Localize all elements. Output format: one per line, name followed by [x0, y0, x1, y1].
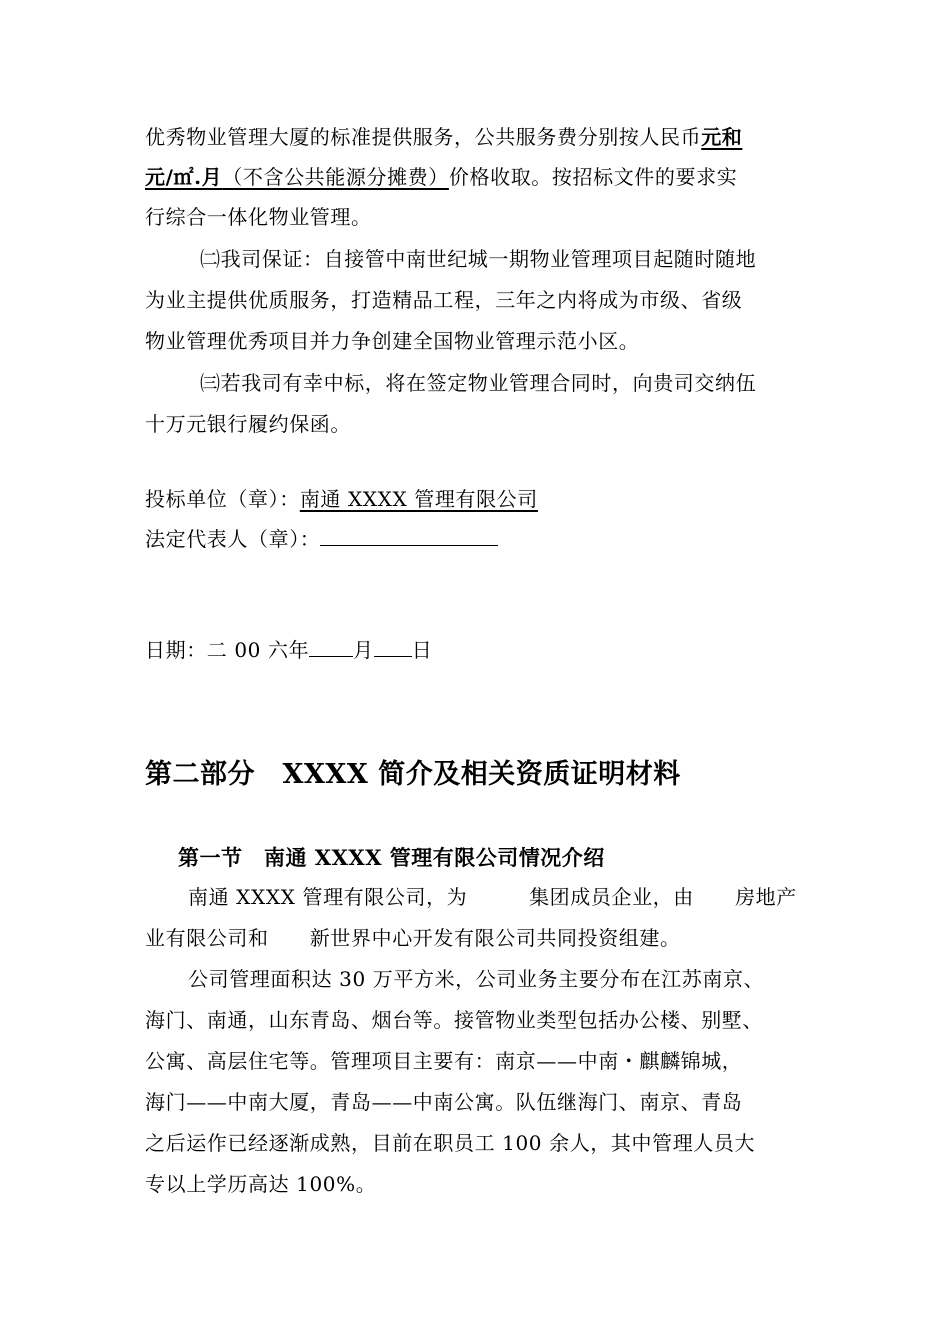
- intro2-line1: 公司管理面积达 30 万平方米，公司业务主要分布在江苏南京、: [188, 967, 765, 991]
- para1-text: 优秀物业管理大厦的标准提供服务，公共服务费分别按人民币: [145, 125, 702, 149]
- intro2-line4: 海门——中南大厦，青岛——中南公寓。队伍继海门、南京、青岛: [145, 1090, 743, 1114]
- para1-line2: [145, 164, 737, 190]
- intro1-line1: 南通 XXXX 管理有限公司，为 集团成员企业，由 房地产: [188, 885, 797, 909]
- para2-line3: 物业管理优秀项目并力争创建全国物业管理示范小区。: [145, 329, 640, 353]
- para1-fee-unit: 元和: [701, 125, 743, 149]
- para1-fee-rate: 元/㎡.月: [145, 165, 223, 189]
- intro2-line6: 专以上学历高达 100%。: [145, 1172, 377, 1196]
- para2-line1: ㈡我司保证：自接管中南世纪城一期物业管理项目起随时随地: [200, 247, 757, 271]
- bidder-value: 南通 XXXX 管理有限公司: [299, 487, 538, 511]
- date-prefix: 日期：二 00 六年: [145, 638, 310, 662]
- para2-line2: 为业主提供优质服务，打造精品工程，三年之内将成为市级、省级: [145, 288, 743, 312]
- legal-rep-line: [145, 525, 498, 552]
- section-title: 第二部分 XXXX 简介及相关资质证明材料: [145, 759, 681, 790]
- legal-rep-blank: [320, 525, 498, 546]
- date-month: 月: [353, 638, 374, 662]
- day-blank: [374, 636, 412, 657]
- intro2-line5: 之后运作已经逐渐成熟，目前在职员工 100 余人，其中管理人员大: [145, 1131, 756, 1155]
- intro2-line3: 公寓、高层住宅等。管理项目主要有：南京——中南・麒麟锦城，: [145, 1049, 743, 1073]
- date-day: 日: [411, 638, 433, 662]
- para3-line2: 十万元银行履约保函。: [145, 412, 351, 436]
- para1-fee-note: （不含公共能源分摊费）: [222, 165, 449, 189]
- para1-line1: [145, 124, 742, 150]
- intro1-line2: 业有限公司和 新世界中心开发有限公司共同投资组建。: [145, 926, 681, 950]
- para3-line1: ㈢若我司有幸中标，将在签定物业管理合同时，向贵司交纳伍: [200, 371, 757, 395]
- legal-rep-label: 法定代表人（章）：: [145, 527, 321, 551]
- intro2-line2: 海门、南通，山东青岛、烟台等。接管物业类型包括办公楼、别墅、: [145, 1008, 763, 1032]
- para1-line3: 行综合一体化物业管理。: [145, 205, 372, 229]
- bidder-label: 投标单位（章）：: [145, 487, 300, 511]
- date-line: [145, 636, 432, 663]
- section-subtitle: 第一节 南通 XXXX 管理有限公司情况介绍: [178, 845, 605, 870]
- para1-text-rest: 价格收取。按招标文件的要求实: [448, 165, 738, 189]
- bidder-line: [145, 486, 538, 512]
- month-blank: [309, 636, 353, 657]
